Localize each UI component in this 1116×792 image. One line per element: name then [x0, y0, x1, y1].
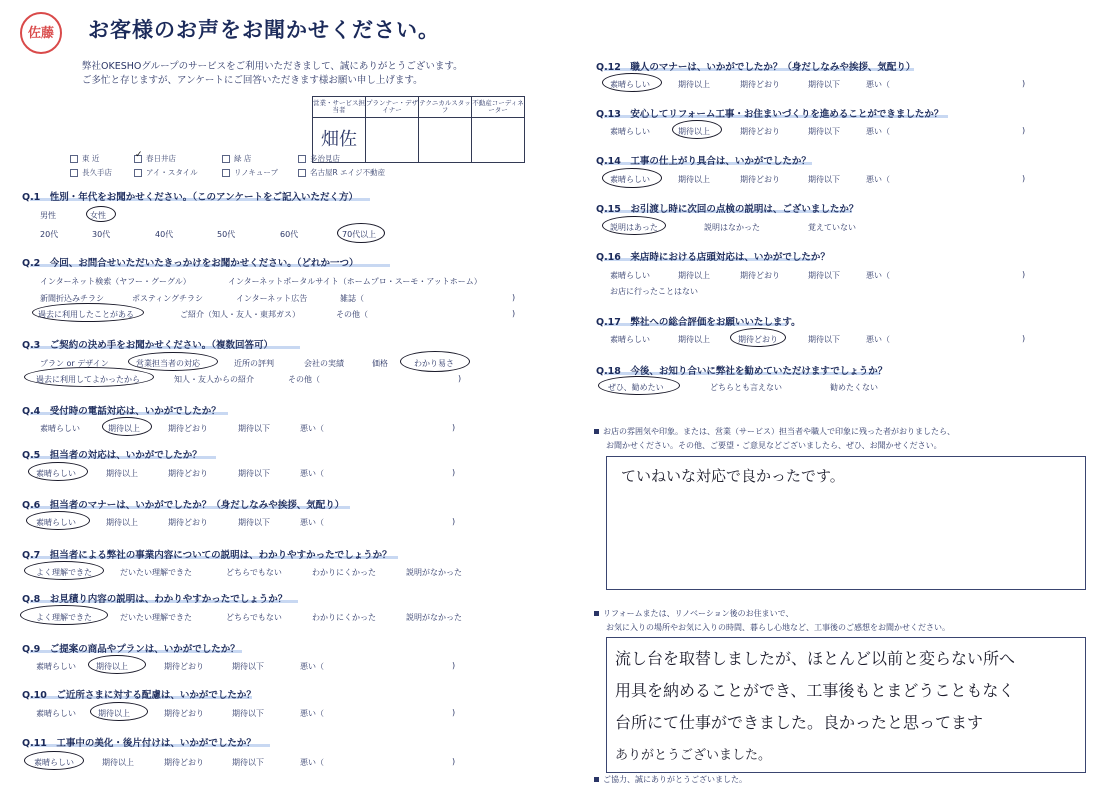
- intro-line-1: 弊社OKESHOグループのサービスをご利用いただきまして、誠にありがとうございます。: [82, 61, 463, 72]
- comment2-box[interactable]: [606, 637, 1086, 773]
- q13-opt-expected[interactable]: 期待どおり: [740, 127, 780, 136]
- q1-female[interactable]: 女性: [90, 211, 106, 220]
- q12-opt-below[interactable]: 期待以下: [808, 80, 840, 89]
- q10-label: Q.10 ご近所さまに対する配慮は、いかがでしたか？: [22, 690, 256, 701]
- comment2-answer-line-1: 流し台を取替しましたが、ほとんど以前と変らない所へ: [615, 649, 1016, 668]
- q17-opt-below[interactable]: 期待以下: [808, 335, 840, 344]
- store-option-nagakute[interactable]: [70, 167, 112, 178]
- comment1-box[interactable]: [606, 456, 1086, 590]
- checkbox[interactable]: [134, 169, 142, 177]
- q12-opt-expected[interactable]: 期待どおり: [740, 80, 780, 89]
- q4-opt-above[interactable]: 期待以上: [108, 424, 140, 433]
- staff-value-technical[interactable]: [419, 118, 472, 163]
- q2-magazine-close: ): [512, 293, 516, 302]
- staff-value-planner[interactable]: [366, 118, 419, 163]
- q9-opt-above[interactable]: 期待以上: [96, 662, 128, 671]
- selection-circle: [86, 206, 116, 222]
- q16-opt-below[interactable]: 期待以下: [808, 271, 840, 280]
- checkbox[interactable]: [70, 169, 78, 177]
- q9-opt-below[interactable]: 期待以下: [232, 662, 264, 671]
- q10-opt-excellent[interactable]: 素晴らしい: [36, 709, 76, 718]
- q8-opt-neutral[interactable]: どちらでもない: [226, 613, 282, 622]
- q2-opt-magazine[interactable]: 雑誌（: [340, 294, 364, 303]
- checkbox-checked[interactable]: [134, 150, 143, 163]
- selection-circle: [24, 561, 104, 580]
- store-option-kasugai[interactable]: [134, 150, 176, 164]
- q7-opt-understood[interactable]: よく理解できた: [36, 568, 92, 577]
- seal-stamp: [20, 12, 62, 54]
- selection-circle: [128, 352, 218, 371]
- q8-opt-understood[interactable]: よく理解できた: [36, 613, 92, 622]
- q6-opt-bad[interactable]: 悪い（: [300, 518, 324, 527]
- intro-line-2: ご多忙と存じますが、アンケートにご回答いただきます様お願い申し上げます。: [82, 75, 423, 86]
- q3-opt-other[interactable]: その他（: [288, 375, 320, 384]
- q2-opt-search[interactable]: インターネット検索（ヤフー・グーグル）: [40, 277, 191, 286]
- q16-opt-bad[interactable]: 悪い（: [866, 271, 890, 280]
- q3-label: Q.3 ご契約の決め手をお聞かせください。（複数回答可）: [22, 340, 274, 351]
- selection-circle: [26, 511, 90, 530]
- selection-circle: [598, 376, 680, 395]
- selection-circle: [20, 605, 108, 625]
- q8-opt-unclear[interactable]: わかりにくかった: [312, 613, 376, 622]
- q15-label: Q.15 お引渡し時に次回の点検の説明は、ございましたか？: [596, 204, 859, 215]
- q1-age-30s[interactable]: 30代: [92, 230, 111, 239]
- selection-circle: [88, 655, 146, 674]
- q3-opt-sales-staff[interactable]: 営業担当者の対応: [136, 359, 200, 368]
- q17-opt-expected[interactable]: 期待どおり: [738, 335, 778, 344]
- store-option-higashikondo[interactable]: [70, 153, 99, 164]
- checkbox[interactable]: [298, 155, 306, 163]
- selection-circle: [102, 417, 152, 436]
- q7-label: Q.7 担当者による弊社の事業内容についての説明は、わかりやすかったでしょうか？: [22, 550, 392, 561]
- q5-opt-bad[interactable]: 悪い（: [300, 469, 324, 478]
- q17-opt-above[interactable]: 期待以上: [678, 335, 710, 344]
- q9-opt-expected[interactable]: 期待どおり: [164, 662, 204, 671]
- check-mark-icon: ✓: [135, 150, 143, 160]
- q16-opt-excellent[interactable]: 素晴らしい: [610, 271, 650, 280]
- q4-opt-excellent[interactable]: 素晴らしい: [40, 424, 80, 433]
- q5-bad-close: ): [452, 468, 456, 477]
- store-label: アイ・スタイル: [146, 168, 198, 177]
- q9-bad-close: ): [452, 661, 456, 670]
- q10-opt-above[interactable]: 期待以上: [98, 709, 130, 718]
- q1-label: Q.1 性別・年代をお聞かせください。（このアンケートをご記入いただく方）: [22, 192, 358, 203]
- seal-text: 佐藤: [27, 25, 54, 41]
- q7-opt-none[interactable]: 説明がなかった: [406, 568, 462, 577]
- q17-opt-excellent[interactable]: 素晴らしい: [610, 335, 650, 344]
- store-label: 緑 店: [234, 154, 252, 163]
- q13-opt-above[interactable]: 期待以上: [678, 127, 710, 136]
- comment1-prompt-1: [594, 426, 955, 437]
- q2-opt-referral[interactable]: ご紹介（知人・友人・東邦ガス）: [180, 310, 300, 319]
- page-title: お客様のお声をお聞かせください。: [88, 18, 440, 42]
- q10-opt-expected[interactable]: 期待どおり: [164, 709, 204, 718]
- q13-bad-close: ): [1022, 126, 1026, 135]
- q18-opt-neutral[interactable]: どちらとも言えない: [710, 383, 782, 392]
- staff-header-sales: 営業・サービス担当者: [313, 97, 366, 118]
- q11-opt-bad[interactable]: 悪い（: [300, 758, 324, 767]
- q5-opt-below[interactable]: 期待以下: [238, 469, 270, 478]
- q13-opt-bad[interactable]: 悪い（: [866, 127, 890, 136]
- q2-opt-past-use[interactable]: 過去に利用したことがある: [38, 310, 134, 319]
- q1-age-60s[interactable]: 60代: [280, 230, 299, 239]
- q15-opt-explained[interactable]: 説明はあった: [610, 223, 658, 232]
- bullet-square-icon: [594, 611, 599, 616]
- checkbox[interactable]: [70, 155, 78, 163]
- q12-opt-excellent[interactable]: 素晴らしい: [610, 80, 650, 89]
- q18-label: Q.18 今後、お知り合いに弊社を勧めていただけますでしょうか？: [596, 366, 888, 377]
- q3-opt-price[interactable]: 価格: [372, 359, 388, 368]
- q2-opt-portal[interactable]: インターネットポータルサイト（ホームプロ・スーモ・アットホーム）: [228, 277, 482, 286]
- comment1-prompt-2: お聞かせください。その他、ご要望・ご意見などございましたら、ぜひ、お聞かせください。: [606, 441, 942, 450]
- q14-opt-above[interactable]: 期待以上: [678, 175, 710, 184]
- q1-male[interactable]: 男性: [40, 211, 56, 220]
- store-option-renocube[interactable]: [222, 167, 278, 178]
- selection-circle: [24, 751, 84, 770]
- store-option-istyle[interactable]: [134, 167, 198, 178]
- q11-bad-close: ): [452, 757, 456, 766]
- bullet-square-icon: [594, 777, 599, 782]
- q3-opt-clarity[interactable]: わかり易さ: [414, 359, 454, 368]
- comment2-answer-line-2: 用具を納めることができ、工事後もとまどうこともなく: [615, 681, 1015, 700]
- q2-opt-other[interactable]: その他（: [336, 310, 368, 319]
- q5-label: Q.5 担当者の対応は、いかがでしたか？: [22, 450, 202, 461]
- store-option-midori[interactable]: [222, 153, 251, 164]
- q2-opt-web-ad[interactable]: インターネット広告: [236, 294, 308, 303]
- q16-opt-never-visited[interactable]: お店に行ったことはない: [610, 287, 698, 296]
- footer-text: ご協力、誠にありがとうございました。: [603, 775, 747, 784]
- q6-opt-expected[interactable]: 期待どおり: [168, 518, 208, 527]
- q6-bad-close: ): [452, 517, 456, 526]
- q3-opt-past-good[interactable]: 過去に利用してよかったから: [36, 375, 140, 384]
- q11-opt-above[interactable]: 期待以上: [102, 758, 134, 767]
- q14-opt-excellent[interactable]: 素晴らしい: [610, 175, 650, 184]
- q18-opt-recommend[interactable]: ぜひ、勧めたい: [608, 383, 664, 392]
- store-option-tajimi[interactable]: [298, 153, 340, 164]
- q7-opt-mostly[interactable]: だいたい理解できた: [120, 568, 192, 577]
- q2-other-close: ): [512, 309, 516, 318]
- q1-age-50s[interactable]: 50代: [217, 230, 236, 239]
- comment2-answer-line-4: ありがとうございました。: [615, 748, 772, 763]
- q11-opt-excellent[interactable]: 素晴らしい: [34, 758, 74, 767]
- q3-opt-track-record[interactable]: 会社の実績: [304, 359, 344, 368]
- q7-opt-neutral[interactable]: どちらでもない: [226, 568, 282, 577]
- q14-bad-close: ): [1022, 174, 1026, 183]
- selection-circle: [400, 351, 470, 372]
- selection-circle: [602, 216, 666, 235]
- store-label: 名古屋R エイジ不動産: [310, 168, 386, 177]
- checkbox[interactable]: [222, 155, 230, 163]
- checkbox[interactable]: [222, 169, 230, 177]
- q4-opt-below[interactable]: 期待以下: [238, 424, 270, 433]
- store-label: 春日井店: [146, 154, 176, 163]
- q14-opt-expected[interactable]: 期待どおり: [740, 175, 780, 184]
- q15-opt-not-explained[interactable]: 説明はなかった: [704, 223, 760, 232]
- q11-opt-expected[interactable]: 期待どおり: [164, 758, 204, 767]
- q15-opt-not-remember[interactable]: 覚えていない: [808, 223, 856, 232]
- q9-opt-excellent[interactable]: 素晴らしい: [36, 662, 76, 671]
- q12-opt-above[interactable]: 期待以上: [678, 80, 710, 89]
- q4-opt-bad[interactable]: 悪い（: [300, 424, 324, 433]
- q6-opt-below[interactable]: 期待以下: [238, 518, 270, 527]
- store-label: 東 近: [82, 154, 100, 163]
- q6-opt-above[interactable]: 期待以上: [106, 518, 138, 527]
- q17-opt-bad[interactable]: 悪い（: [866, 335, 890, 344]
- q16-bad-close: ): [1022, 270, 1026, 279]
- comment2-prompt-2: お気に入りの場所やお気に入りの時間、暮らし心地など、工事後のご感想をお聞かせください。: [606, 623, 950, 632]
- q9-opt-bad[interactable]: 悪い（: [300, 662, 324, 671]
- bullet-square-icon: [594, 429, 599, 434]
- q8-opt-mostly[interactable]: だいたい理解できた: [120, 613, 192, 622]
- staff-value-sales[interactable]: 畑佐: [313, 118, 366, 163]
- q5-opt-expected[interactable]: 期待どおり: [168, 469, 208, 478]
- q13-opt-below[interactable]: 期待以下: [808, 127, 840, 136]
- q3-opt-reputation[interactable]: 近所の評判: [234, 359, 274, 368]
- store-label: 長久手店: [82, 168, 112, 177]
- selection-circle: [602, 168, 662, 188]
- staff-header-realestate: 不動産コーディネーター: [472, 97, 525, 118]
- q6-opt-excellent[interactable]: 素晴らしい: [36, 518, 76, 527]
- q3-other-close: ): [458, 374, 462, 383]
- staff-header-planner: プランナー・デザイナー: [366, 97, 419, 118]
- q16-opt-above[interactable]: 期待以上: [678, 271, 710, 280]
- prompt-text: リフォームまたは、リノベーション後のお住まいで、: [603, 609, 794, 618]
- q11-opt-below[interactable]: 期待以下: [232, 758, 264, 767]
- q17-label: Q.17 弊社への総合評価をお願いいたします。: [596, 317, 801, 328]
- q5-opt-excellent[interactable]: 素晴らしい: [36, 469, 76, 478]
- selection-circle: [730, 328, 786, 347]
- staff-header-technical: テクニカルスタッフ: [419, 97, 472, 118]
- comment2-prompt-1: [594, 608, 793, 619]
- q6-label: Q.6 担当者のマナーは、いかがでしたか？（身だしなみや挨拶、気配り）: [22, 500, 345, 511]
- q9-label: Q.9 ご提案の商品やプランは、いかがでしたか？: [22, 644, 240, 655]
- q14-opt-bad[interactable]: 悪い（: [866, 175, 890, 184]
- q12-bad-close: ): [1022, 79, 1026, 88]
- q4-bad-close: ): [452, 423, 456, 432]
- comment1-answer: ていねいな対応で良かったです。: [621, 467, 845, 485]
- q13-opt-excellent[interactable]: 素晴らしい: [610, 127, 650, 136]
- selection-circle: [337, 223, 385, 243]
- selection-circle: [28, 462, 88, 481]
- q14-opt-below[interactable]: 期待以下: [808, 175, 840, 184]
- selection-circle: [24, 367, 154, 387]
- q1-age-70plus[interactable]: 70代以上: [342, 230, 377, 239]
- q4-opt-expected[interactable]: 期待どおり: [168, 424, 208, 433]
- q16-opt-expected[interactable]: 期待どおり: [740, 271, 780, 280]
- comment2-answer-line-3: 台所にて仕事ができました。良かったと思ってます: [615, 713, 984, 732]
- q2-opt-newspaper[interactable]: 新聞折込みチラシ: [40, 294, 104, 303]
- selection-circle: [90, 702, 148, 721]
- q7-opt-unclear[interactable]: わかりにくかった: [312, 568, 376, 577]
- selection-circle: [32, 303, 144, 322]
- q18-opt-not-recommend[interactable]: 勧めたくない: [830, 383, 878, 392]
- q5-opt-above[interactable]: 期待以上: [106, 469, 138, 478]
- q12-opt-bad[interactable]: 悪い（: [866, 80, 890, 89]
- q16-label: Q.16 来店時における店頭対応は、いかがでしたか？: [596, 252, 830, 263]
- q3-opt-friend[interactable]: 知人・友人からの紹介: [174, 375, 254, 384]
- q13-label: Q.13 安心してリフォーム工事・お住まいづくりを進めることができましたか？: [596, 109, 944, 120]
- q10-opt-bad[interactable]: 悪い（: [300, 709, 324, 718]
- footer-thanks: [594, 774, 747, 785]
- store-option-nagoya-r[interactable]: [298, 167, 385, 178]
- q11-label: Q.11 工事中の美化・後片付けは、いかがでしたか？: [22, 738, 256, 749]
- selection-circle: [672, 120, 722, 139]
- q17-bad-close: ): [1022, 334, 1026, 343]
- q2-label: Q.2 今回、お問合せいただいたきっかけをお聞かせください。（どれか一つ）: [22, 258, 359, 269]
- q1-age-40s[interactable]: 40代: [155, 230, 174, 239]
- prompt-text: お店の雰囲気や印象。または、営業（サービス）担当者や職人で印象に残った者がおりましたら、: [603, 427, 955, 436]
- q12-label: Q.12 職人のマナーは、いかがでしたか？（身だしなみや挨拶、気配り）: [596, 62, 916, 73]
- staff-value-realestate[interactable]: [472, 118, 525, 163]
- selection-circle: [602, 73, 662, 92]
- q3-opt-plan[interactable]: プラン or デザイン: [40, 359, 109, 368]
- store-label: 多治見店: [310, 154, 340, 163]
- q4-label: Q.4 受付時の電話対応は、いかがでしたか？: [22, 406, 221, 417]
- q14-label: Q.14 工事の仕上がり具合は、いかがでしたか？: [596, 156, 811, 167]
- q10-bad-close: ): [452, 708, 456, 717]
- checkbox[interactable]: [298, 169, 306, 177]
- q2-opt-posting[interactable]: ポスティングチラシ: [132, 294, 204, 303]
- q8-label: Q.8 お見積り内容の説明は、わかりやすかったでしょうか？: [22, 594, 288, 605]
- store-label: リノキューブ: [234, 168, 279, 177]
- staff-table: [312, 96, 525, 163]
- q10-opt-below[interactable]: 期待以下: [232, 709, 264, 718]
- q1-age-20s[interactable]: 20代: [40, 230, 59, 239]
- q8-opt-none[interactable]: 説明がなかった: [406, 613, 462, 622]
